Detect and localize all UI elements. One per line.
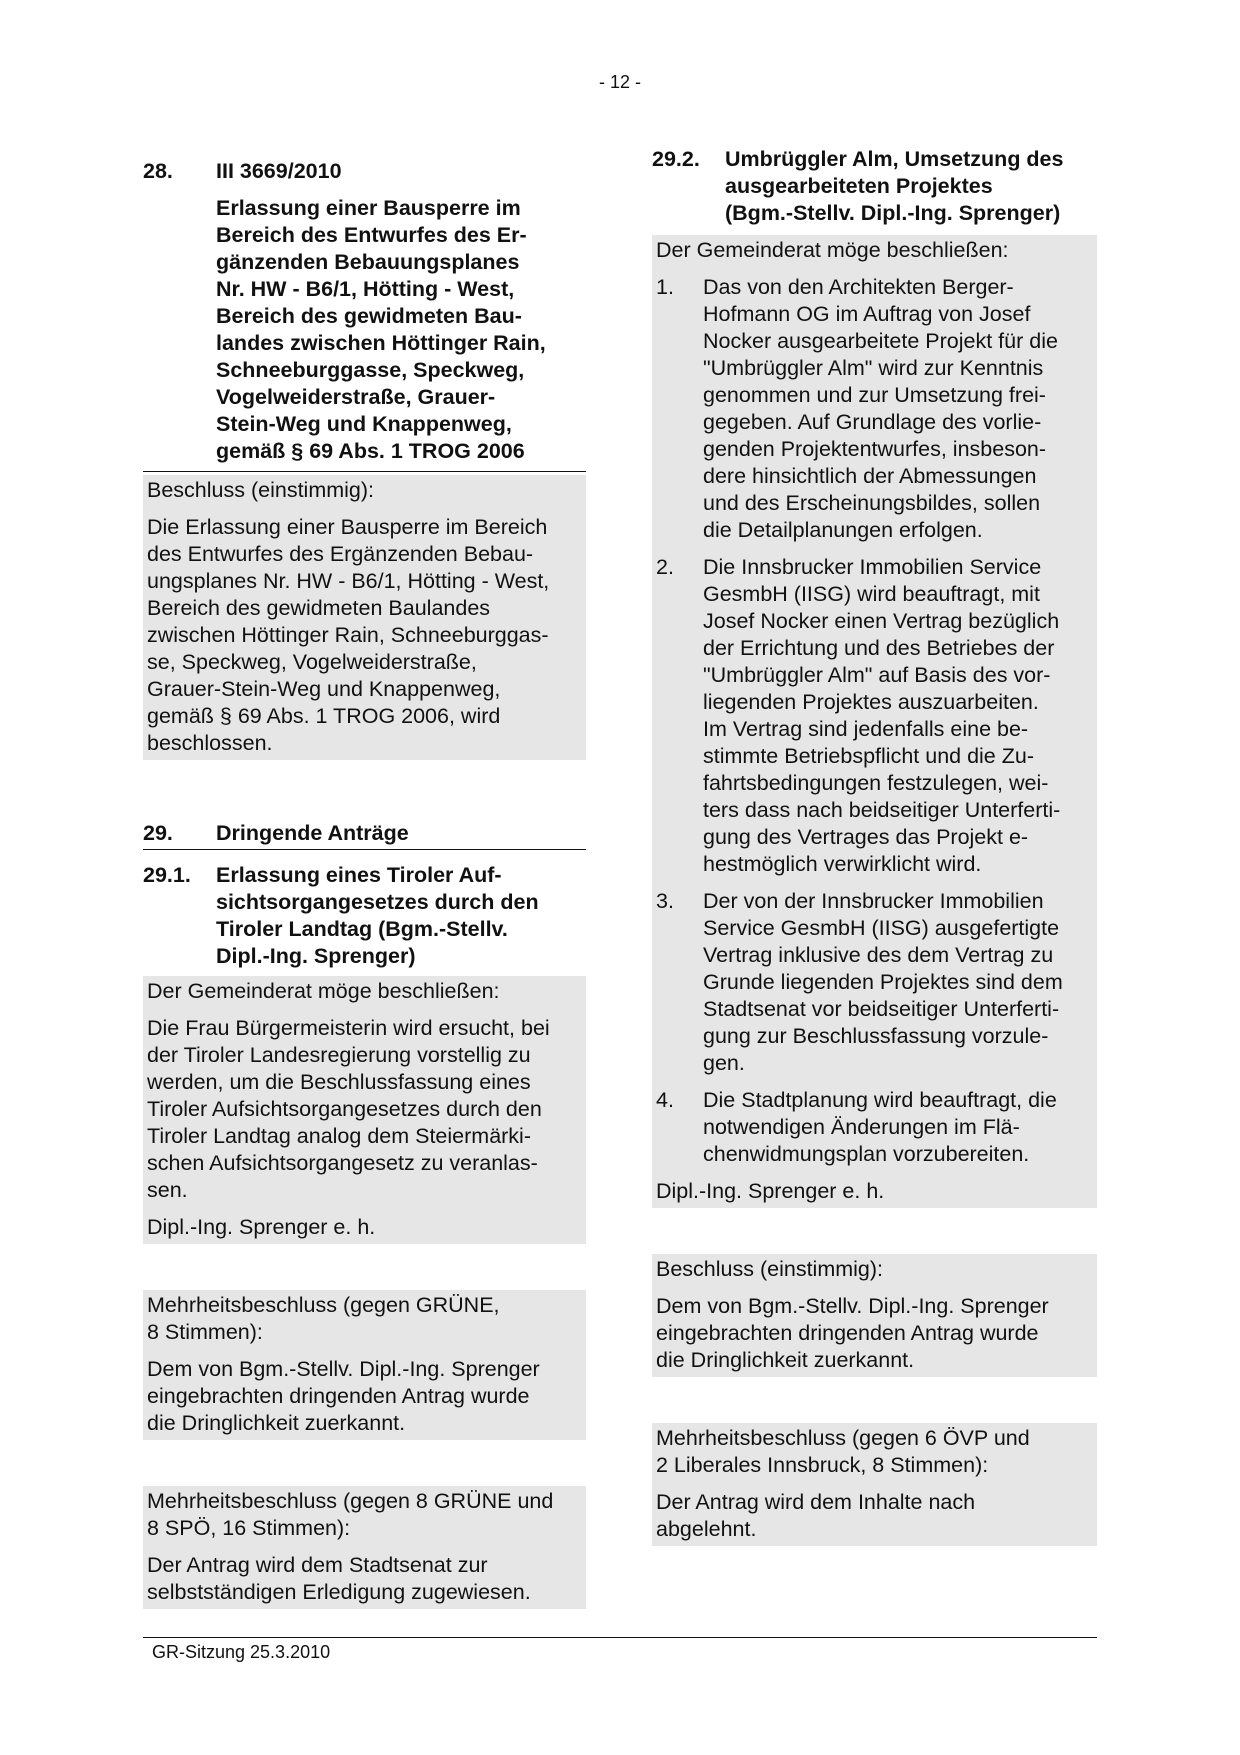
section-28-title: Erlassung einer Bausperre im Bereich des Entwurfes des Er- gänzenden Bebauungsplanes Nr. HW - B6/1, Hötting - West, Bereich des gewidmeten Bau- landes zwischen Höttinger Rain, Schneeburggasse, Speckweg, Vogelweiderstraße, Grauer- Stein-Weg und Knappenweg, gemäß § 69 Abs. 1 TROG 2006 bbox=[216, 196, 546, 463]
section-29-2-motion bbox=[652, 235, 1097, 1208]
urgency-text: Dem von Bgm.-Stellv. Dipl.-Ing. Sprenger eingebrachten dringenden Antrag wurde die Dringlichkeit zuerkannt. bbox=[656, 1294, 1049, 1372]
right-column bbox=[652, 0, 1097, 1546]
section-28-reference: III 3669/2010 bbox=[216, 159, 342, 183]
section-29-2-urgency-decision bbox=[652, 1254, 1097, 1377]
section-28-number: 28. bbox=[143, 159, 173, 183]
section-29-1-title: Erlassung eines Tiroler Auf- sichtsorgangesetzes durch den Tiroler Landtag (Bgm.-Stellv. Dipl.-Ing. Sprenger) bbox=[216, 863, 539, 968]
urgency-text: Dem von Bgm.-Stellv. Dipl.-Ing. Sprenger eingebrachten dringenden Antrag wurde die Dringlichkeit zuerkannt. bbox=[147, 1357, 540, 1435]
section-29-2-heading bbox=[652, 146, 1097, 227]
section-29-2-result-decision bbox=[652, 1423, 1097, 1546]
motion-item-2 bbox=[656, 554, 1093, 878]
decision-text: Die Erlassung einer Bausperre im Bereich des Entwurfes des Ergänzenden Bebau- ungsplanes Nr. HW - B6/1, Hötting - West, Bereich des gewidmeten Baulandes zwischen Höttinger Rain, Schneeburggas- se, Speckweg, Vogelweiderstraße, Grauer-Stein-Weg und Knappenweg, gemäß § 69 Abs. 1 TROG 2006, wird beschlossen. bbox=[147, 515, 550, 755]
urgency-label: Beschluss (einstimmig): bbox=[656, 1257, 883, 1281]
section-29-heading bbox=[143, 820, 586, 850]
section-29-number: 29. bbox=[143, 821, 173, 845]
section-29-1-motion bbox=[143, 976, 586, 1244]
item-number: 3. bbox=[656, 889, 674, 913]
section-29-1-number: 29.1. bbox=[143, 863, 191, 887]
section-29-1-urgency-decision bbox=[143, 1290, 586, 1440]
item-text: Die Innsbrucker Immobilien Service GesmbH (IISG) wird beauftragt, mit Josef Nocker einen Vertrag bezüglich der Errichtung und des Betriebes der "Umbrüggler Alm" auf Basis des vor- liegenden Projektes auszuarbeiten. Im Vertrag sind jedenfalls eine be- stimmte Betriebspflicht und die Zu- fahrtsbedingungen festzulegen, wei- ters dass nach beidseitiger Unterferti- gung des Vertrages das Projekt e- hestmöglich verwirklicht wird. bbox=[703, 555, 1061, 876]
motion-label: Der Gemeinderat möge beschließen: bbox=[656, 238, 1009, 262]
decision-label: Beschluss (einstimmig): bbox=[147, 478, 374, 502]
motion-text: Die Frau Bürgermeisterin wird ersucht, bei der Tiroler Landesregierung vorstellig zu werden, um die Beschlussfassung eines Tiroler Aufsichtsorgangesetzes durch den Tiroler Landtag analog dem Steiermärki- schen Aufsichtsorgangesetz zu veranlas- sen. bbox=[147, 1016, 550, 1202]
motion-signature: Dipl.-Ing. Sprenger e. h. bbox=[147, 1215, 376, 1239]
result-text: Der Antrag wird dem Inhalte nach abgelehnt. bbox=[656, 1490, 976, 1541]
item-text: Das von den Architekten Berger- Hofmann OG im Auftrag von Josef Nocker ausgearbeitete Projekt für die "Umbrüggler Alm" wird zur Kenntnis genommen und zur Umsetzung frei- gegeben. Auf Grundlage des vorlie- genden Projektentwurfes, insbeson- dere hinsichtlich der Abmessungen und des Erscheinungsbildes, sollen die Detailplanungen erfolgen. bbox=[703, 275, 1058, 542]
urgency-label: Mehrheitsbeschluss (gegen GRÜNE, 8 Stimmen): bbox=[147, 1293, 500, 1344]
result-label: Mehrheitsbeschluss (gegen 8 GRÜNE und 8 SPÖ, 16 Stimmen): bbox=[147, 1489, 554, 1540]
motion-item-4 bbox=[656, 1087, 1093, 1168]
motion-signature: Dipl.-Ing. Sprenger e. h. bbox=[656, 1179, 885, 1203]
footer-rule bbox=[143, 1637, 1097, 1638]
item-text: Der von der Innsbrucker Immobilien Service GesmbH (IISG) ausgefertigte Vertrag inklusive des dem Vertrag zu Grunde liegenden Projektes sind dem Stadtsenat vor beidseitiger Unterferti- gung zur Beschlussfassung vorzule- gen. bbox=[703, 889, 1063, 1075]
motion-label: Der Gemeinderat möge beschließen: bbox=[147, 979, 500, 1003]
section-29-2-number: 29.2. bbox=[652, 147, 700, 171]
result-label: Mehrheitsbeschluss (gegen 6 ÖVP und 2 Liberales Innsbruck, 8 Stimmen): bbox=[656, 1426, 1030, 1477]
item-number: 4. bbox=[656, 1088, 674, 1112]
section-28-decision bbox=[143, 475, 586, 760]
motion-item-3 bbox=[656, 888, 1093, 1077]
footer-text: GR-Sitzung 25.3.2010 bbox=[152, 1642, 331, 1662]
result-text: Der Antrag wird dem Stadtsenat zur selbstständigen Erledigung zugewiesen. bbox=[147, 1553, 531, 1604]
section-29-2-title: Umbrüggler Alm, Umsetzung des ausgearbeiteten Projektes (Bgm.-Stellv. Dipl.-Ing. Sprenger) bbox=[725, 147, 1064, 225]
section-28-heading bbox=[143, 158, 586, 472]
item-text: Die Stadtplanung wird beauftragt, die notwendigen Änderungen im Flä- chenwidmungsplan vorzubereiten. bbox=[703, 1088, 1057, 1166]
motion-item-1 bbox=[656, 274, 1093, 544]
item-number: 1. bbox=[656, 275, 674, 299]
item-number: 2. bbox=[656, 555, 674, 579]
section-29-1-heading bbox=[143, 862, 586, 970]
section-29-title: Dringende Anträge bbox=[216, 821, 409, 845]
page-number: - 12 - bbox=[598, 72, 641, 92]
left-column bbox=[143, 0, 586, 1609]
section-29-1-result-decision bbox=[143, 1486, 586, 1609]
